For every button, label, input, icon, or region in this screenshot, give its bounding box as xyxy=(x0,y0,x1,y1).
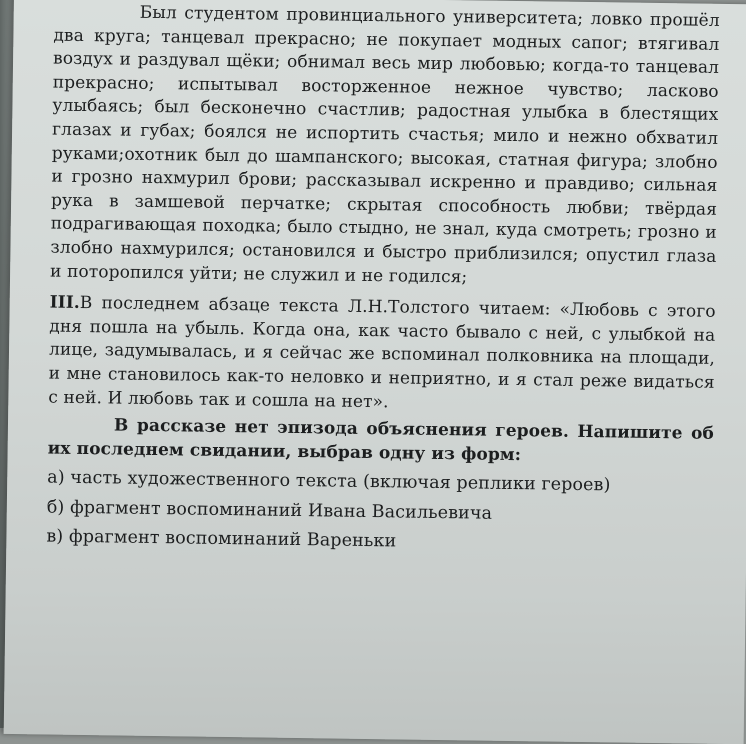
worksheet-page xyxy=(4,0,746,744)
section-2-paragraph: Был студентом провинциального университета; ловко прошёл два круга; танцевал прекрасно; не покупает модных сапог; втягивал воздух и раздувал щёки; обнимал весь мир любовью; когда-то танцевал прекрасно; испытывал восторженное нежное чувство; ласково улыбаясь; был бесконечно счастлив; радостная улыбка в блестящих глазах и губах; боялся не испортить счастья; мило и нежно обхватил руками;охотник был до шампанского; высокая, статная фигура; злобно и грозно нахмурил брови; рассказывал искренно и правдиво; сильная рука в замшевой перчатке; скрытая способность любви; твёрдая подрагивающая походка; было стыдно, не знал, куда смотреть; грозно и злобно нахмурился; остановился и быстро приблизился; опустил глаза и поторопился уйти; не служил и не годился; xyxy=(49,2,720,287)
option-b: б) фрагмент воспоминаний Ивана Васильевича xyxy=(46,497,493,524)
worksheet-text xyxy=(46,1,720,559)
option-a: а) часть художественного текста (включая реплики героев) xyxy=(47,467,611,496)
task-heading: В рассказе нет эпизода объяснения героев. Напишите об их последнем свидании, выбрав одну из форм: xyxy=(47,415,715,465)
section-3-paragraph xyxy=(48,292,716,419)
section-3-numeral: III. xyxy=(49,292,81,314)
option-c: в) фрагмент воспоминаний Вареньки xyxy=(46,526,397,552)
section-3-text: В последнем абзаце текста Л.Н.Толстого читаем: «Любовь с этого дня пошла на убыль. Когда она, как часто бывало с ней, с улыбкой на лице, задумывалась, и я сейчас же вспоминал полковника на площади, и мне становилось как-то неловко и неприятно, и я стал реже видаться с ней. И любовь так и сошла на нет». xyxy=(48,293,716,412)
